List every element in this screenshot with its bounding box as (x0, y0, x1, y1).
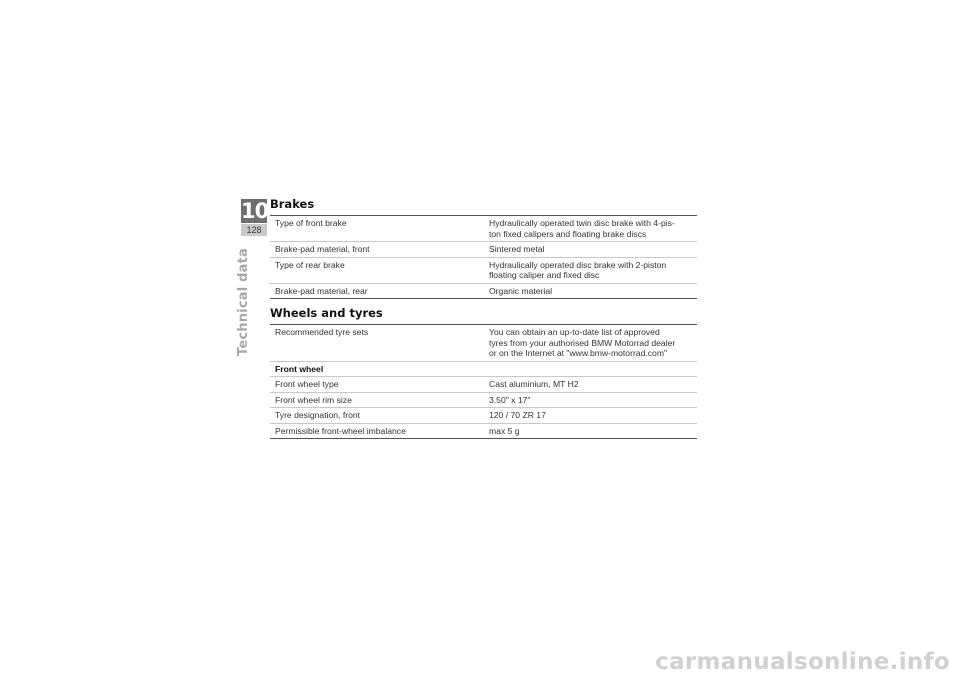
spec-label: Permissible front-wheel imbalance (270, 423, 484, 439)
spec-value: Hydraulically operated twin disc brake with 4-pis- ton fixed calipers and floating brake discs (484, 216, 697, 242)
spec-value: Hydraulically operated disc brake with 2-piston floating caliper and fixed disc (484, 257, 697, 283)
spec-label: Type of front brake (270, 216, 484, 242)
spec-value: You can obtain an up-to-date list of approved tyres from your authorised BMW Motorrad dealer or on the Internet at "www.bmw-motorrad.com" (484, 325, 697, 362)
page-number: 128 (241, 224, 267, 236)
spec-label: Type of rear brake (270, 257, 484, 283)
table-row (270, 257, 697, 283)
spec-value: Organic material (484, 283, 697, 299)
table-row (270, 423, 697, 439)
table-row (270, 242, 697, 258)
spec-label: Recommended tyre sets (270, 325, 484, 362)
chapter-number: 10 (241, 199, 269, 223)
table-row (270, 408, 697, 424)
table-row (270, 377, 697, 393)
page-content (270, 196, 697, 439)
side-section-title: Technical data (236, 248, 251, 356)
wheels-table (270, 324, 697, 439)
front-wheel-subheading: Front wheel (270, 361, 697, 377)
table-subheading-row (270, 361, 697, 377)
table-row (270, 283, 697, 299)
spec-value: Cast aluminium, MT H2 (484, 377, 697, 393)
spec-label: Brake-pad material, front (270, 242, 484, 258)
spec-value: 3.50" x 17" (484, 392, 697, 408)
brakes-table (270, 215, 697, 299)
spec-label: Front wheel type (270, 377, 484, 393)
watermark-text: carmanualsonline.info (655, 649, 950, 675)
table-row (270, 216, 697, 242)
wheels-heading: Wheels and tyres (270, 306, 383, 320)
brakes-heading: Brakes (270, 197, 315, 211)
table-row (270, 392, 697, 408)
spec-value: 120 / 70 ZR 17 (484, 408, 697, 424)
spec-value: max 5 g (484, 423, 697, 439)
spec-value: Sintered metal (484, 242, 697, 258)
spec-label: Front wheel rim size (270, 392, 484, 408)
table-row (270, 325, 697, 362)
spec-label: Tyre designation, front (270, 408, 484, 424)
spec-label: Brake-pad material, rear (270, 283, 484, 299)
